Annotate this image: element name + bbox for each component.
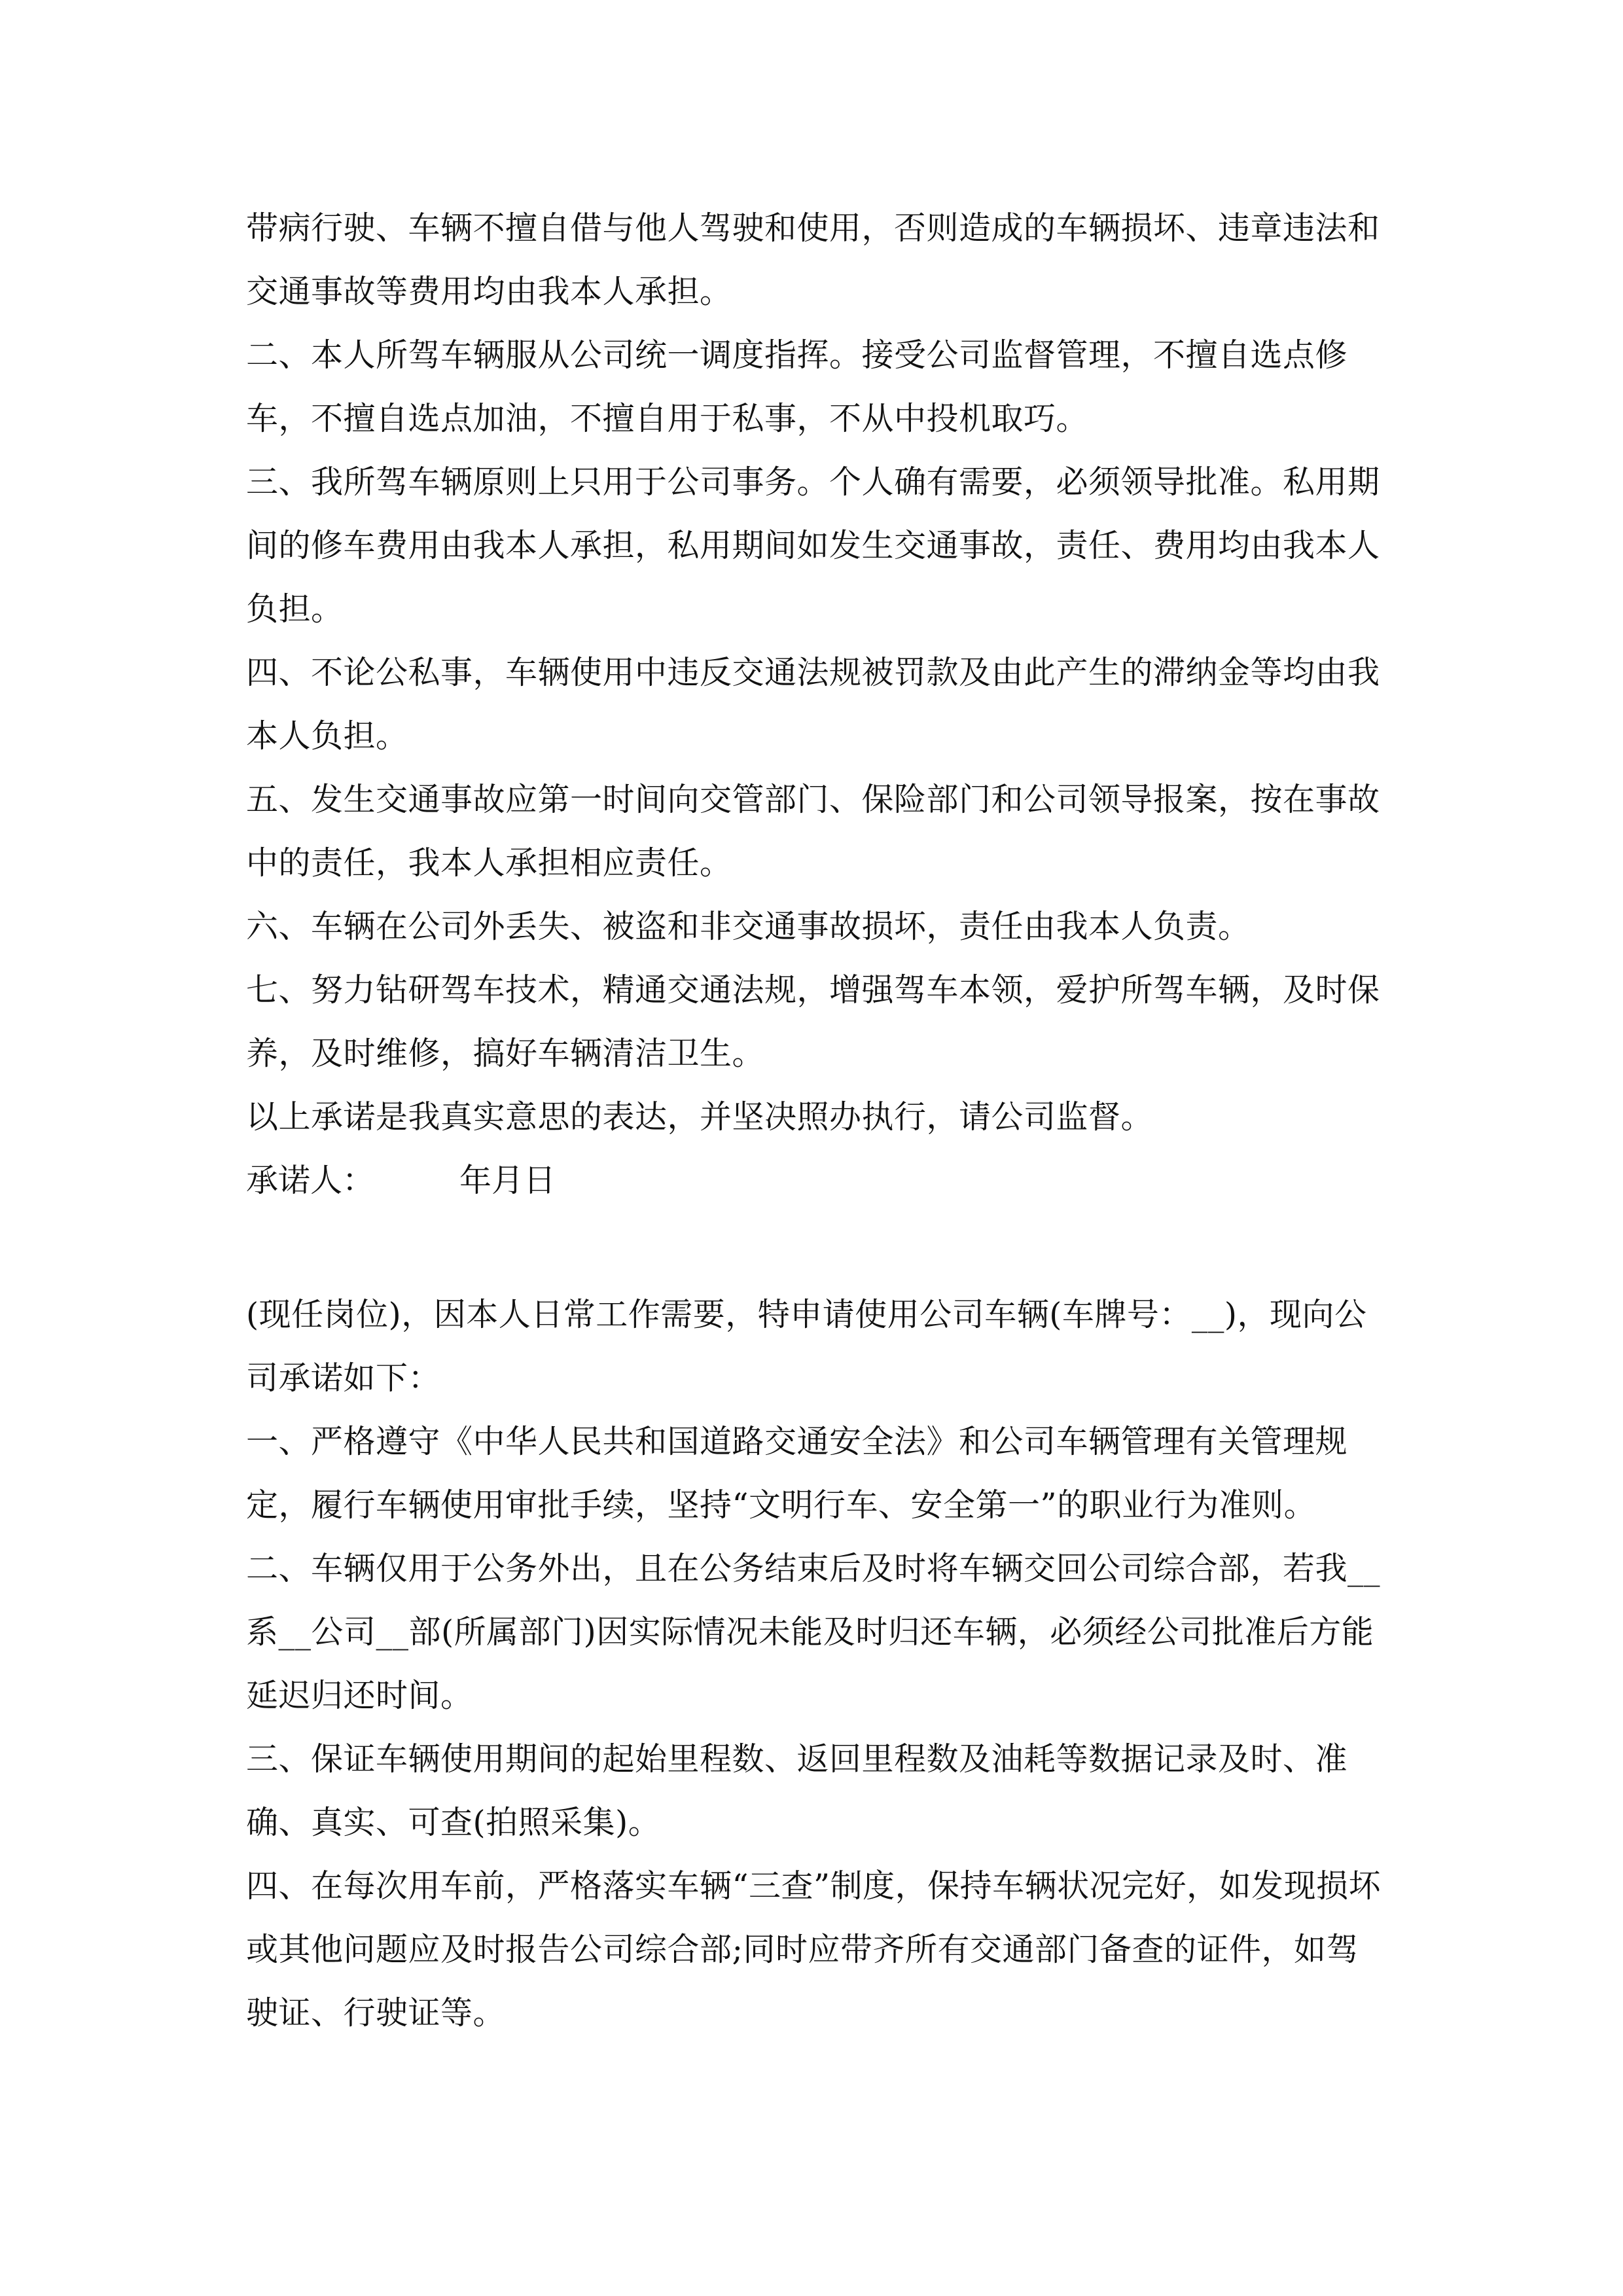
paragraph-item-4: 四、在每次用车前，严格落实车辆“三查”制度，保持车辆状况完好，如发现损坏或其他问题应及时报告公司综合部;同时应带齐所有交通部门备查的证件，如驾驶证、行驶证等。 [246, 1867, 1382, 2032]
paragraph-item-3: 三、保证车辆使用期间的起始里程数、返回里程数及油耗等数据记录及时、准确、真实、可查(拍照采集)。 [246, 1740, 1348, 1841]
paragraph-item-2: 二、本人所驾车辆服从公司统一调度指挥。接受公司监督管理，不擅自选点修车，不擅自选点加油，不擅自用于私事，不从中投机取巧。 [246, 336, 1348, 437]
commitment-section-1 [246, 196, 1385, 1212]
paragraph-item-5: 五、发生交通事故应第一时间向交管部门、保险部门和公司领导报案，按在事故中的责任，我本人承担相应责任。 [246, 781, 1380, 882]
paragraph-item-4: 四、不论公私事，车辆使用中违反交通法规被罚款及由此产生的滞纳金等均由我本人负担。 [246, 654, 1380, 755]
signature-label: 承诺人： [246, 1162, 375, 1199]
date-label: 年月日 [459, 1162, 556, 1199]
paragraph-item-1: 一、严格遵守《中华人民共和国道路交通安全法》和公司车辆管理有关管理规定，履行车辆使用审批手续，坚持“文明行车、安全第一”的职业行为准则。 [246, 1423, 1348, 1524]
paragraph-item-6: 六、车辆在公司外丢失、被盗和非交通事故损坏，责任由我本人负责。 [246, 908, 1251, 945]
paragraph-item-7: 七、努力钻研驾车技术，精通交通法规，增强驾车本领，爱护所驾车辆，及时保养，及时维修，搞好车辆清洁卫生。 [246, 971, 1380, 1072]
paragraph-closing: 以上承诺是我真实意思的表达，并坚决照办执行，请公司监督。 [246, 1098, 1154, 1136]
paragraph-intro: (现任岗位)，因本人日常工作需要，特申请使用公司车辆(车牌号：__)，现向公司承诺如下： [246, 1296, 1367, 1397]
paragraph-continuation: 带病行驶、车辆不擅自借与他人驾驶和使用，否则造成的车辆损坏、违章违法和交通事故等费用均由我本人承担。 [246, 209, 1380, 310]
paragraph-item-2: 二、车辆仅用于公务外出，且在公务结束后及时将车辆交回公司综合部，若我__系__公司__部(所属部门)因实际情况未能及时归还车辆，必须经公司批准后方能延迟归还时间。 [246, 1550, 1381, 1714]
signature-line [246, 1149, 1385, 1212]
commitment-section-2 [246, 1283, 1385, 2045]
paragraph-item-3: 三、我所驾车辆原则上只用于公司事务。个人确有需要，必须领导批准。私用期间的修车费用由我本人承担，私用期间如发生交通事故，责任、费用均由我本人负担。 [246, 463, 1380, 628]
